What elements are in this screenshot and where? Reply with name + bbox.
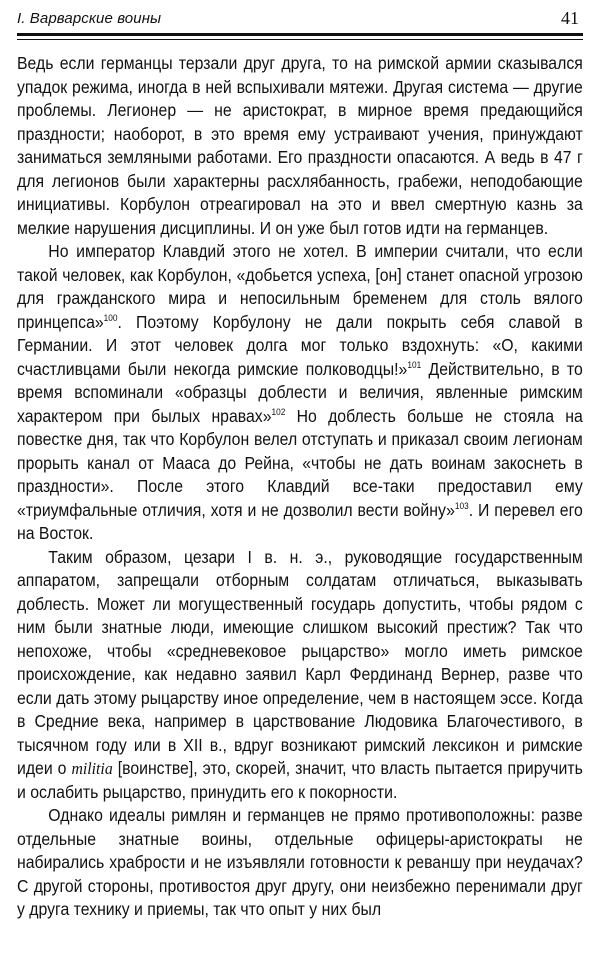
text-segment: Но император Клавдий этого не хотел. В империи считали, что если такой человек, как Корбулон, «добьется успеха, [он] станет опасной угрозою для гражданского мира и непосильным бременем для столь вялого принцепса» — [17, 241, 583, 332]
text-segment: [воинстве], это, скорей, значит, что власть пытается приручить и ослабить рыцарство, принудить его к покорности. — [17, 758, 583, 802]
footnote-ref-102[interactable]: 102 — [271, 406, 286, 417]
text-segment: . Поэтому Корбулону не дали покрыть себя славой в Германии. И этот человек долга мог только вздохнуть: «О, какими счастливцами были некогда римские полководцы!» — [17, 311, 583, 379]
page-number: 41 — [561, 8, 579, 28]
footnote-ref-101[interactable]: 101 — [407, 359, 422, 370]
footnote-ref-100[interactable]: 100 — [103, 312, 118, 323]
text-segment: Действительно, в то время вспоминали «образцы доблести и величия, явленные римским характером при былых нравах» — [17, 358, 583, 426]
paragraph-2 — [17, 240, 583, 546]
text-segment: Но доблесть больше не стояла на повестке дня, так что Корбулон велел отступать и приказал своим легионам прорыть канал от Мааса до Рейна, «чтобы не дать воинам закоснеть в праздности». После этого Клавдий все-таки предоставил ему «триумфальные отличия, хотя и не дозволил вести войну» — [17, 405, 583, 520]
latin-term: militia — [71, 759, 113, 778]
paragraph-3 — [17, 546, 583, 805]
text-segment: . И перевел его на Восток. — [17, 499, 583, 543]
header-rule-thin — [17, 39, 583, 40]
header-rule-thick — [17, 33, 583, 36]
chapter-title: I. Варварские воины — [17, 10, 162, 27]
body-text — [17, 52, 583, 922]
paragraph-4: Однако идеалы римлян и германцев не прямо противоположны: разве отдельные знатные воины, отдельные офицеры-аристократы не набирались храбрости и не изъявляли готовности к реваншу при неудачах? С другой стороны, противостоя друг другу, они неизбежно перенимали друг у друга технику и приемы, так что опыт у них был — [17, 805, 583, 919]
footnote-ref-103[interactable]: 103 — [454, 500, 469, 511]
running-header — [17, 0, 583, 30]
book-page — [17, 0, 583, 919]
text-segment: Таким образом, цезари I в. н. э., руководящие государственным аппаратом, запрещали отборным солдатам отличаться, выказывать доблесть. Может ли могущественный государь допустить, чтобы рядом с ним были знатные люди, имеющие слишком высокий престиж? Так что непохоже, чтобы «средневековое рыцарство» могло иметь римское происхождение, как недавно заявил Карл Фердинанд Вернер, разве что если дать этому рыцарству иное определение, чем в настоящем эссе. Когда в Средние века, например в царствование Людовика Благочестивого, в тысячном году или в XII в., вдруг возникают римский лексикон и римские идеи о — [17, 546, 583, 778]
paragraph-1: Ведь если германцы терзали друг друга, то на римской армии сказывался упадок режима, иногда в ней вспыхивали мятежи. Другая система — другие проблемы. Легионер — не аристократ, в мирное время предающийся праздности; наоборот, в это время ему устраивают учения, принуждают заниматься земляными работами. Его праздности опасаются. А ведь в 47 г для легионов были характерны расхлябанность, грабежи, неподобающие инициативы. Корбулон отреагировал на это и ввел смертную казнь за мелкие нарушения дисциплины. И он уже был готов идти на германцев. — [17, 53, 583, 238]
